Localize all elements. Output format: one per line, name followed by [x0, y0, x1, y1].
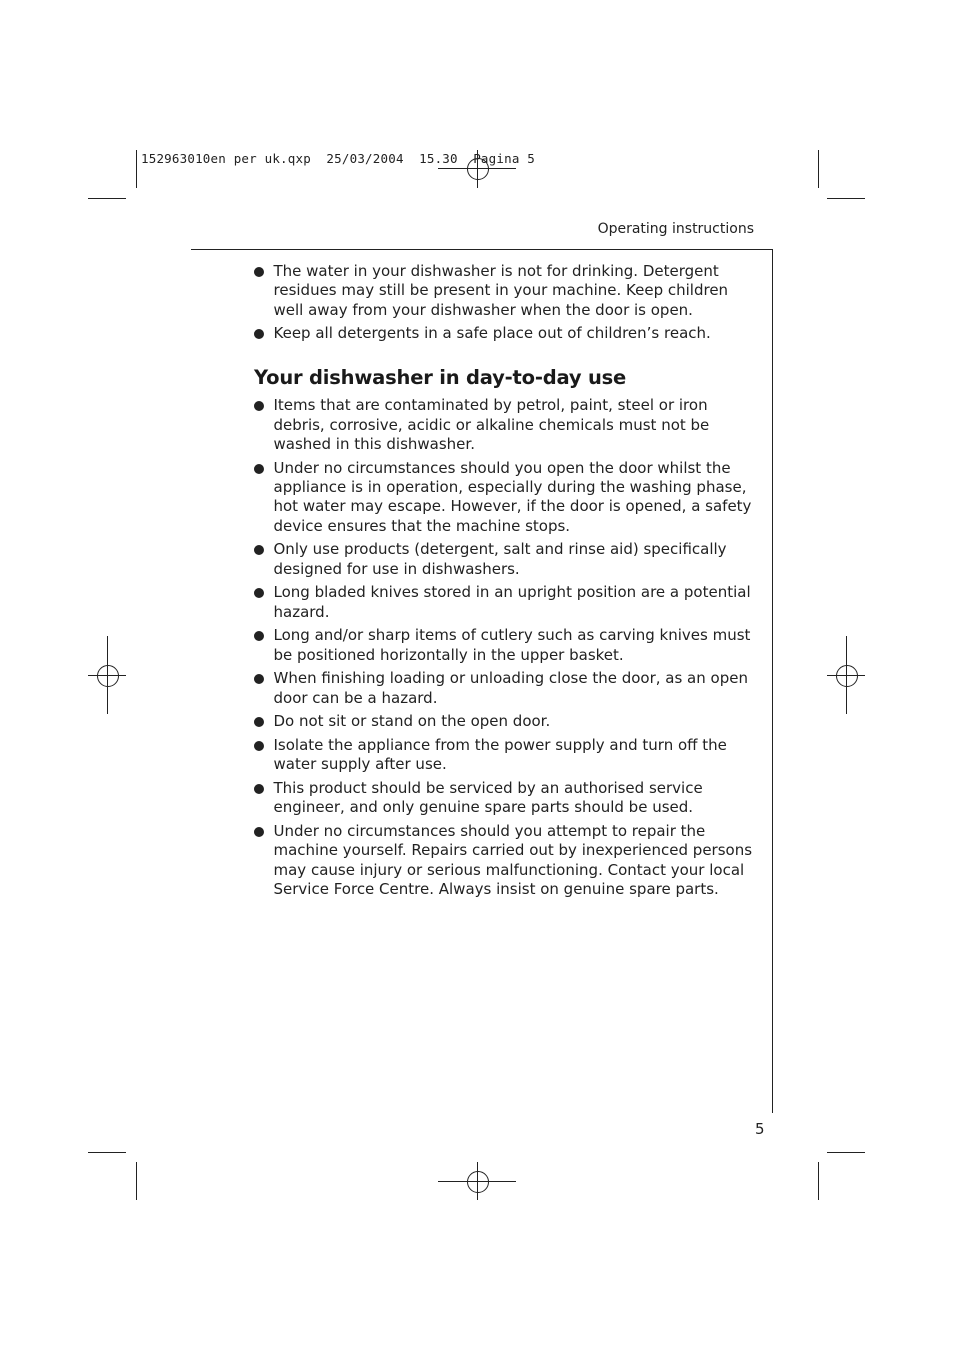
bullet-icon: [254, 717, 264, 727]
list-item: This product should be serviced by an authorised service engineer, and only genuine spare parts should be used.: [254, 779, 754, 818]
section-heading: Your dishwasher in day-to-day use: [254, 365, 627, 389]
bullet-icon: [254, 545, 264, 555]
bullet-icon: [254, 827, 264, 837]
bullet-icon: [254, 464, 264, 474]
bullet-icon: [254, 741, 264, 751]
list-item: Under no circumstances should you open the door whilst the appliance is in operation, especially during the washing phase, hot water may escape. However, if the door is opened, a safety device ensures that the machine stops.: [254, 459, 754, 537]
header-rule: [191, 249, 772, 250]
file-slug-line: 152963010en per uk.qxp 25/03/2004 15.30 Pagina 5: [141, 151, 536, 166]
right-margin-rule: [772, 249, 773, 1113]
main-content: [254, 262, 754, 904]
bullet-icon: [254, 329, 264, 339]
safety-list: [254, 396, 754, 899]
crop-mark-bottom-right-horizontal: [827, 1152, 865, 1153]
page-number: 5: [755, 1120, 765, 1138]
list-item: Items that are contaminated by petrol, paint, steel or iron debris, corrosive, acidic or alkaline chemicals must not be washed in this dishwasher.: [254, 396, 754, 454]
crop-mark-top-right-horizontal: [827, 198, 865, 199]
list-item: Long and/or sharp items of cutlery such as carving knives must be positioned horizontally in the upper basket.: [254, 626, 754, 665]
bullet-icon: [254, 401, 264, 411]
crop-mark-top-left-horizontal: [88, 198, 126, 199]
bullet-icon: [254, 588, 264, 598]
crop-mark-top-right-vertical: [818, 150, 819, 188]
list-item: Keep all detergents in a safe place out of children’s reach.: [254, 324, 754, 343]
crop-mark-top-left-vertical: [136, 150, 137, 188]
crop-mark-bottom-left-horizontal: [88, 1152, 126, 1153]
section-header-label: Operating instructions: [597, 221, 754, 237]
list-item: Only use products (detergent, salt and rinse aid) specifically designed for use in dishwashers.: [254, 540, 754, 579]
bullet-icon: [254, 674, 264, 684]
crop-mark-bottom-left-vertical: [136, 1162, 137, 1200]
intro-list: [254, 262, 754, 344]
bullet-icon: [254, 784, 264, 794]
list-item: Do not sit or stand on the open door.: [254, 712, 754, 731]
list-item: The water in your dishwasher is not for drinking. Detergent residues may still be present in your machine. Keep children well away from your dishwasher when the door is open.: [254, 262, 754, 320]
crop-mark-bottom-right-vertical: [818, 1162, 819, 1200]
list-item: Under no circumstances should you attempt to repair the machine yourself. Repairs carried out by inexperienced persons may cause injury or serious malfunctioning. Contact your local Service Force Centre. Always insist on genuine spare parts.: [254, 822, 754, 900]
bullet-icon: [254, 631, 264, 641]
list-item: Isolate the appliance from the power supply and turn off the water supply after use.: [254, 736, 754, 775]
list-item: Long bladed knives stored in an upright position are a potential hazard.: [254, 583, 754, 622]
bullet-icon: [254, 267, 264, 277]
list-item: When finishing loading or unloading close the door, as an open door can be a hazard.: [254, 669, 754, 708]
